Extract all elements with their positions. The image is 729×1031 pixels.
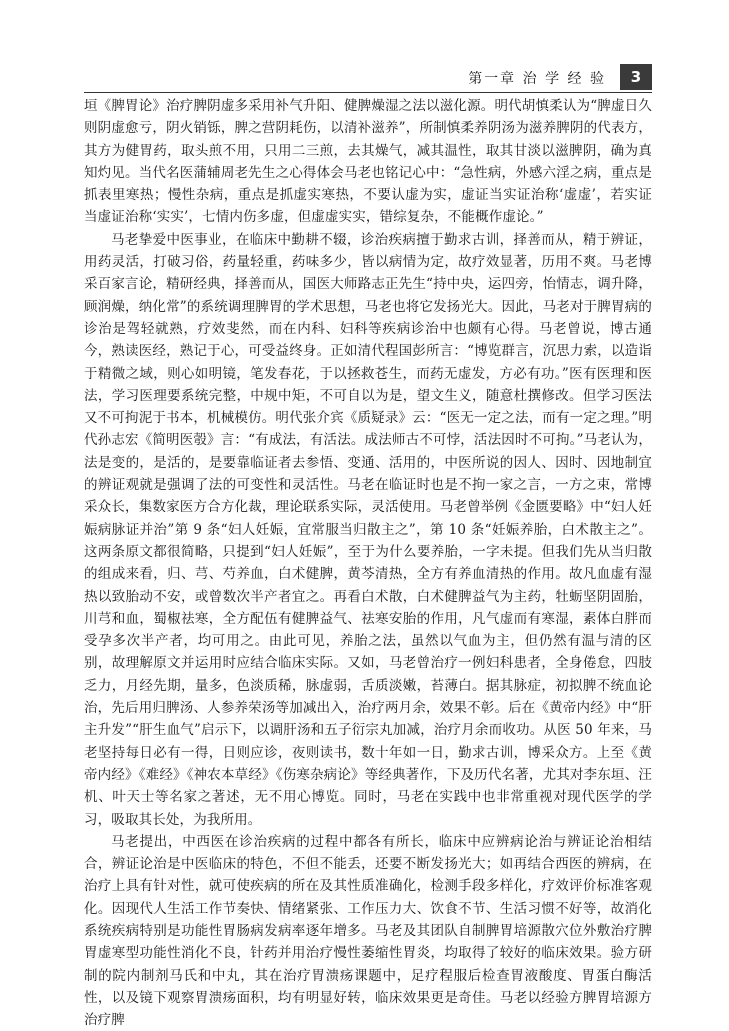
paragraph: 垣《脾胃论》治疗脾阴虚多采用补气升阳、健脾燥湿之法以滋化源。明代胡慎柔认为“脾虚日久则阴虚愈亏，阴火销铄，脾之营阴耗伤，以清补滋养”，所制慎柔养阴汤为滋养脾阴的代表方，其方为健胃药，取头煎不用，只用二三煎，去其燥气，减其温性，取其甘淡以滋脾阴，确为真知灼见。当代名医蒲辅周老先生之心得体会马老也铭记心中：“急性病，外感六淫之病，重点是抓表里寒热；慢性杂病，重点是抓虚实寒热，不要认虚为实，虚证当实证治称‘虚虚’，若实证当虚证治称‘实实’，七情内伤多虚，但虚虚实实，错综复杂，不能概作虚论。” <box>84 98 652 226</box>
paragraph: 马老挚爱中医事业，在临床中勤耕不辍，诊治疾病擅于勤求古训，择善而从，精于辨证，用药灵活，打破习俗，药量轻重，药味多少，皆以病情为定，故疗效显著，历用不爽。马老博采百家言论，精研经典，择善而从，国医大师路志正先生“持中央，运四旁，怡情志，调升降，顾润燥，纳化常”的系统调理脾胃的学术思想，马老也将它发扬光大。因此，马老对于脾胃病的诊治是驾轻就熟，疗效斐然，而在内科、妇科等疾病诊治中也颇有心得。马老曾说，博古通今，熟读医经，熟记于心，可受益终身。正如清代程国彭所言：“博览群言，沉思力索，以造诣于精微之域，则心如明镜，笔发春花，于以拯救苍生，而药无虚发，方必有功。”医有医理和医法，学习医理要系统完整，中规中矩，不可自以为是，望文生义，随意杜撰修改。但学习医法又不可拘泥于书本，机械模仿。明代张介宾《质疑录》云：“医无一定之法，而有一定之理。”明代孙志宏《简明医彀》言：“有成法，有活法。成法师古不可悖，活法因时不可拘。”马老认为，法是变的，是活的，是要靠临证者去参悟、变通、活用的，中医所说的因人、因时、因地制宜的辨证观就是强调了法的可变性和灵活性。马老在临证时也是不拘一家之言，一方之束，常博采众长，集数家医方合方化裁，理论联系实际，灵活使用。马老曾举例《金匮要略》中“妇人妊娠病脉证并治”第 9 条“妇人妊娠，宜常服当归散主之”，第 10 条“妊娠养胎，白术散主之”。这两条原文都很简略，只提到“妇人妊娠”，至于为什么要养胎，一字未提。但我们先从当归散的组成来看，归、芎、芍养血，白术健脾，黄芩清热，全方有养血清热的作用。故凡血虚有湿热以致胎动不安，或曾数次半产者宜之。再看白术散，白术健脾益气为主药，牡蛎坚阴固胎，川芎和血，蜀椒祛寒，全方配伍有健脾益气、祛寒安胎的作用，凡气虚而有寒湿，素体白胖而受孕多次半产者，均可用之。由此可见，养胎之法，虽然以气血为主，但仍然有温与清的区别，故理解原文并运用时应结合临床实际。又如，马老曾治疗一例妇科患者，全身倦怠，四肢乏力，月经先期，量多，色淡质稀，脉虚弱，舌质淡嫩，苔薄白。据其脉症，初拟脾不统血论治，先后用归脾汤、人参养荣汤等加减出入，治疗两月余，效果不彰。后在《黄帝内经》中“肝主升发”“肝生血气”启示下，以调肝汤和五子衍宗丸加减，治疗月余而收功。从医 50 年来，马老坚持每日必有一得，日则应诊，夜则读书，数十年如一日，勤求古训，博采众方。上至《黄帝内经》《难经》《神农本草经》《伤寒杂病论》等经典著作，下及历代名著，尤其对李东垣、汪机、叶天士等名家之著述，无不用心博览。同时，马老在实践中也非常重视对现代医学的学习，吸取其长处，为我所用。 <box>84 231 652 828</box>
running-header <box>84 64 652 92</box>
body-text <box>84 95 652 1031</box>
paragraph: 马老提出，中西医在诊治疾病的过程中都各有所长，临床中应辨病论治与辨证论治相结合，辨证论治是中医临床的特色，不但不能丢，还要不断发扬光大；如再结合西医的辨病，在治疗上具有针对性，就可使疾病的所在及其性质准确化，检测手段多样化，疗效评价标准客观化。因现代人生活工作节奏快、情绪紧张、工作压力大、饮食不节、生活习惯不好等，故消化系统疾病特别是功能性胃肠病发病率逐年增多。马老及其团队自制脾胃培源散穴位外敷治疗脾胃虚寒型功能性消化不良，针药并用治疗慢性萎缩性胃炎，均取得了较好的临床效果。验方研制的院内制剂马氏和中丸，其在治疗胃溃疡课题中，足疗程服后检查胃液酸度、胃蛋白酶活性，以及镜下观察胃溃疡面积，均有明显好转，临床效果更是奇佳。马老以经验方脾胃培源方治疗脾 <box>84 833 652 1029</box>
chapter-title: 第一章 治 学 经 验 <box>468 71 606 87</box>
header-rule <box>84 92 652 93</box>
page-number: 3 <box>620 64 652 90</box>
